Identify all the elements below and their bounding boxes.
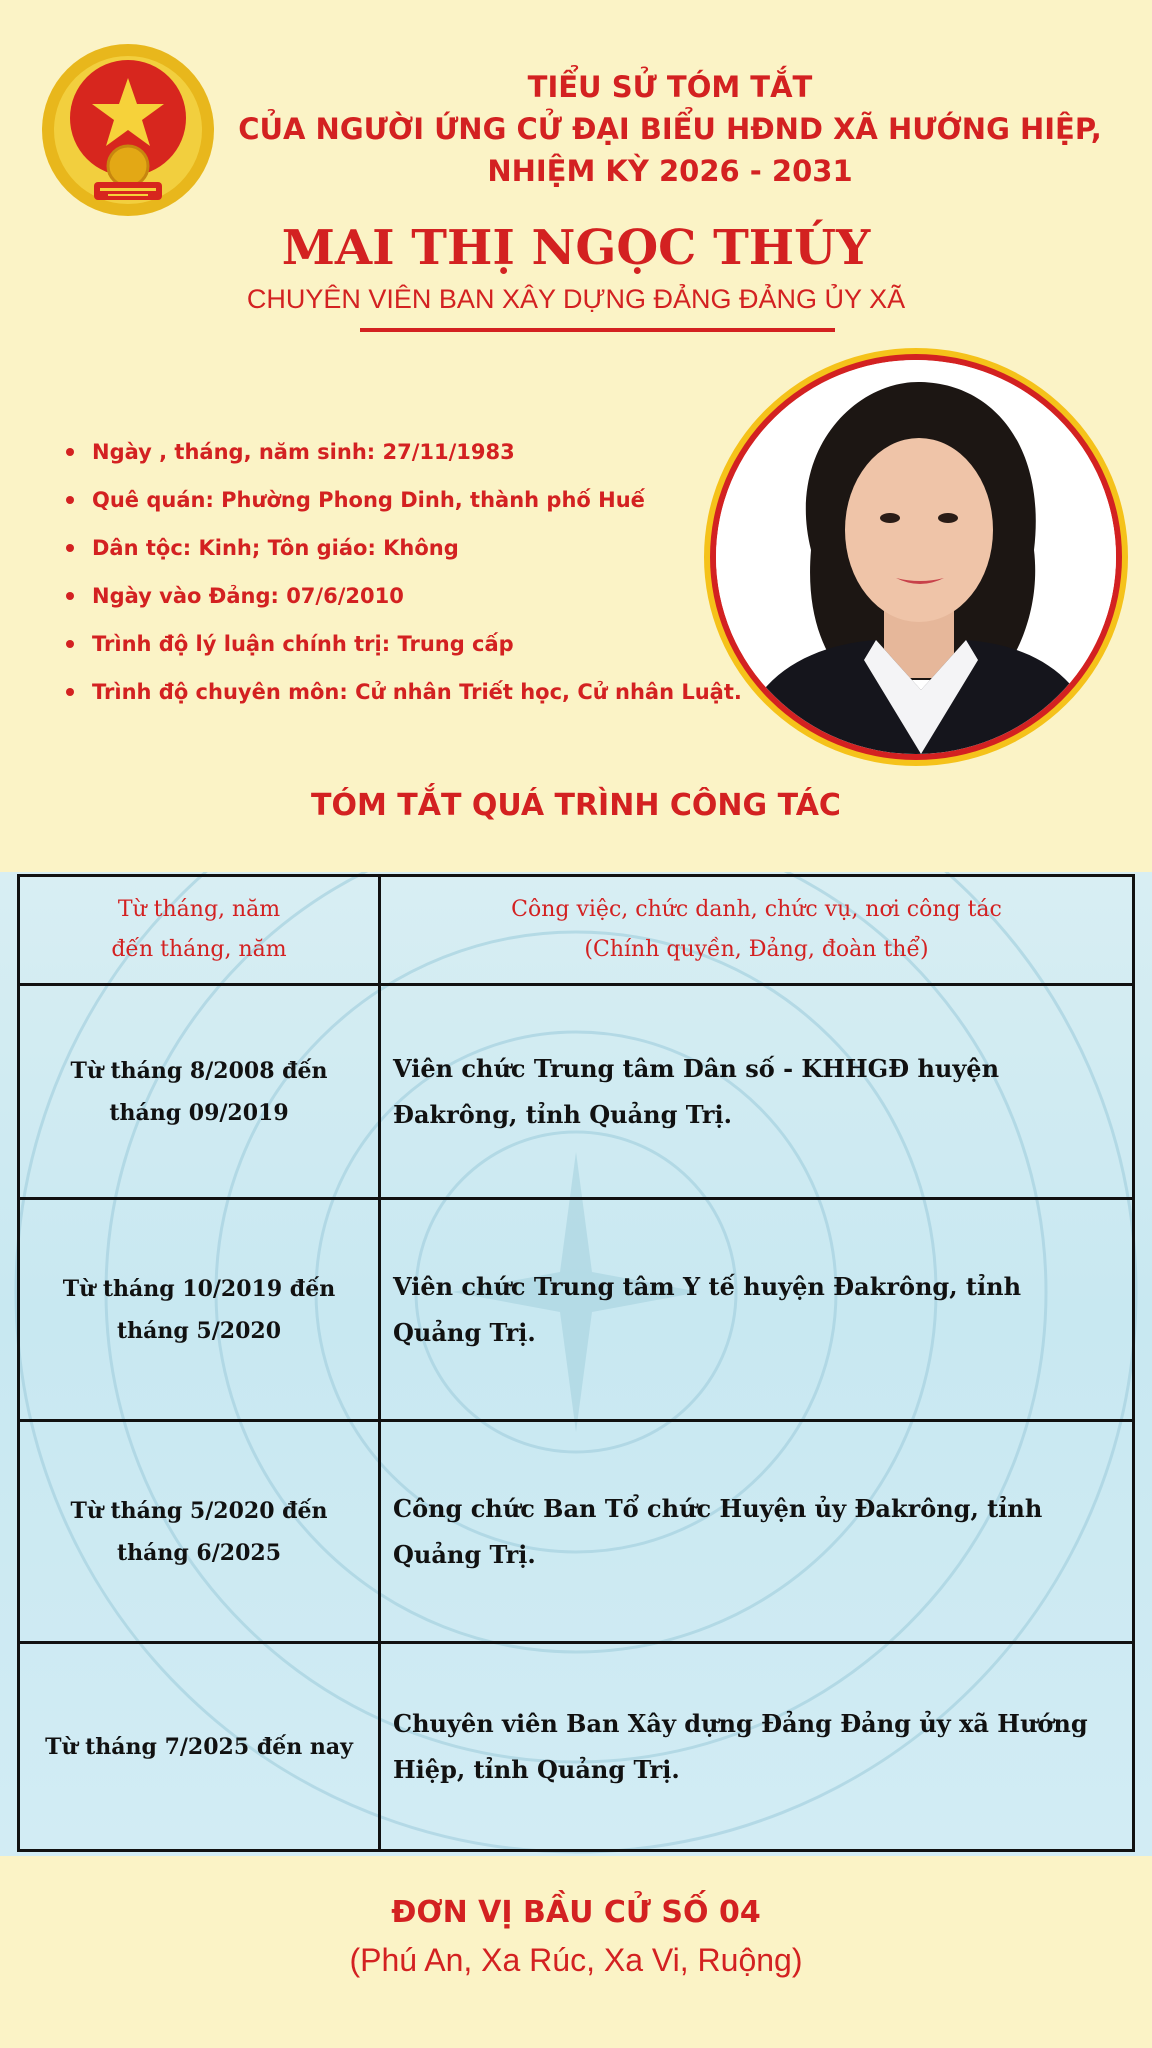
candidate-position: CHUYÊN VIÊN BAN XÂY DỰNG ĐẢNG ĐẢNG ỦY XÃ [246,284,906,314]
bullet-icon [66,688,74,696]
career-table [17,874,1135,1852]
description-cell: Viên chức Trung tâm Dân số - KHHGĐ huyện Đakrông, tỉnh Quảng Trị. [380,985,1134,1199]
info-item: Ngày vào Đảng: 07/6/2010 [60,572,760,620]
career-section-title: TÓM TẮT QUÁ TRÌNH CÔNG TÁC [311,788,841,823]
electoral-unit-areas: (Phú An, Xa Rúc, Xa Vi, Ruộng) [349,1942,803,1978]
bullet-icon [66,496,74,504]
table-row [19,1643,1134,1851]
bullet-icon [66,544,74,552]
table-row [19,1421,1134,1643]
candidate-name: MAI THỊ NGỌC THÚY [281,220,871,276]
person-silhouette-icon [716,360,1116,754]
description-cell: Công chức Ban Tổ chức Huyện ủy Đakrông, tỉnh Quảng Trị. [380,1421,1134,1643]
title-line-3: NHIỆM KỲ 2026 - 2031 [487,154,853,188]
document-title [230,66,1110,192]
header-description: Công việc, chức danh, chức vụ, nơi công tác (Chính quyền, Đảng, đoàn thể) [380,876,1134,985]
bullet-icon [66,592,74,600]
table-header-row [19,876,1134,985]
candidate-portrait [704,348,1128,766]
period-cell: Từ tháng 7/2025 đến nay [19,1643,380,1851]
divider [360,328,835,332]
info-item: Ngày , tháng, năm sinh: 27/11/1983 [60,428,760,476]
period-cell: Từ tháng 5/2020 đến tháng 6/2025 [19,1421,380,1643]
title-line-2: CỦA NGƯỜI ỨNG CỬ ĐẠI BIỂU HĐND XÃ HƯỚNG HIỆP, [238,112,1102,146]
portrait-photo [716,360,1116,754]
period-cell: Từ tháng 8/2008 đến tháng 09/2019 [19,985,380,1199]
career-table-panel [0,872,1152,1856]
electoral-unit-title: ĐƠN VỊ BẦU CỬ SỐ 04 [391,1895,761,1930]
description-cell: Chuyên viên Ban Xây dựng Đảng Đảng ủy xã Hướng Hiệp, tỉnh Quảng Trị. [380,1643,1134,1851]
info-item: Quê quán: Phường Phong Dinh, thành phố Huế [60,476,760,524]
header-period: Từ tháng, năm đến tháng, năm [19,876,380,985]
national-emblem-icon [38,40,218,220]
info-item: Dân tộc: Kinh; Tôn giáo: Không [60,524,760,572]
period-cell: Từ tháng 10/2019 đến tháng 5/2020 [19,1199,380,1421]
bullet-icon [66,448,74,456]
bullet-icon [66,640,74,648]
table-row [19,985,1134,1199]
description-cell: Viên chức Trung tâm Y tế huyện Đakrông, tỉnh Quảng Trị. [380,1199,1134,1421]
title-line-1: TIỂU SỬ TÓM TẮT [527,70,813,104]
personal-info-list [60,428,760,716]
info-item: Trình độ lý luận chính trị: Trung cấp [60,620,760,668]
info-item: Trình độ chuyên môn: Cử nhân Triết học, Cử nhân Luật. [60,668,760,716]
table-row [19,1199,1134,1421]
